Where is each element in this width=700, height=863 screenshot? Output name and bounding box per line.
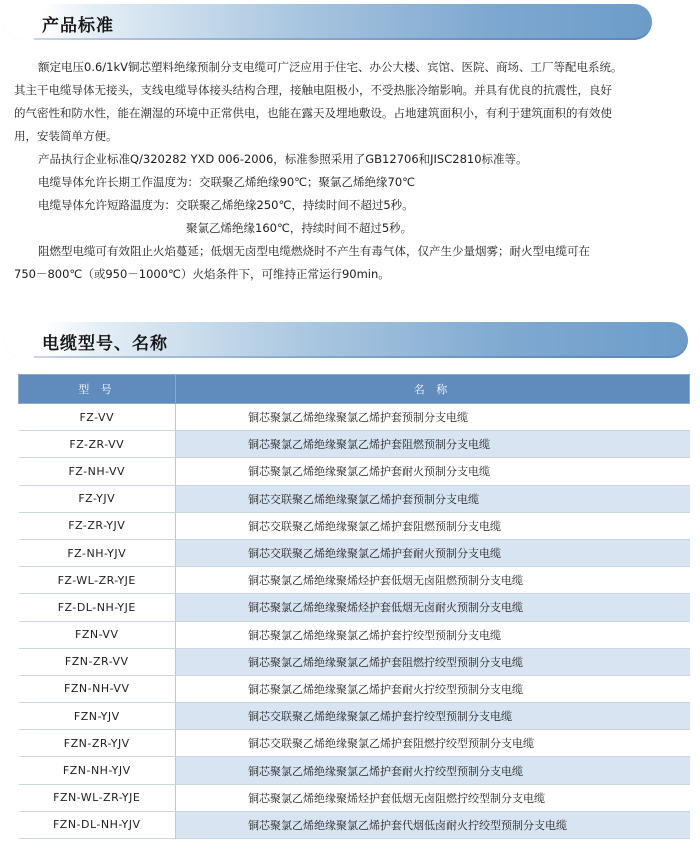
text-line: 用，安装简单方便。 bbox=[14, 129, 118, 143]
cell-model: FZN-ZR-YJV bbox=[19, 730, 176, 757]
table-row bbox=[19, 539, 690, 566]
product-standard-text bbox=[14, 56, 690, 286]
cell-model: FZN-YJV bbox=[19, 703, 176, 730]
cell-model: FZN-DL-NH-YJV bbox=[19, 811, 176, 838]
text-line: 聚氯乙烯绝缘160℃，持续时间不超过5秒。 bbox=[186, 221, 413, 235]
table-row bbox=[19, 485, 690, 512]
table-row bbox=[19, 431, 690, 458]
table-row bbox=[19, 757, 690, 784]
cell-name: 铜芯交联聚乙烯绝缘聚氯乙烯护套阻燃拧绞型预制分支电缆 bbox=[176, 730, 690, 757]
table-row bbox=[19, 703, 690, 730]
table-row bbox=[19, 648, 690, 675]
cell-name: 铜芯聚氯乙烯绝缘聚氯乙烯护套耐火拧绞型预制分支电缆 bbox=[176, 675, 690, 702]
table-row bbox=[19, 811, 690, 838]
cell-name: 铜芯交联聚乙烯绝缘聚氯乙烯护套拧绞型预制分支电缆 bbox=[176, 703, 690, 730]
table-row bbox=[19, 512, 690, 539]
cell-model: FZN-ZR-VV bbox=[19, 648, 176, 675]
cell-model: FZ-NH-YJV bbox=[19, 539, 176, 566]
text-line: 阻燃型电缆可有效阻止火焰蔓延；低烟无卤型电缆燃烧时不产生有毒气体，仅产生少量烟雾；耐火型电缆可在 bbox=[38, 244, 590, 258]
header-name: 名 称 bbox=[176, 375, 690, 404]
text-line: 电缆导体允许短路温度为：交联聚乙烯绝缘250℃，持续时间不超过5秒。 bbox=[38, 198, 414, 212]
cell-model: FZ-WL-ZR-YJE bbox=[19, 567, 176, 594]
cell-name: 铜芯交联聚乙烯绝缘聚氯乙烯护套耐火预制分支电缆 bbox=[176, 539, 690, 566]
cell-name: 铜芯聚氯乙烯绝缘聚氯乙烯护套代烟低卤耐火拧绞型预制分支电缆 bbox=[176, 811, 690, 838]
banner-fade bbox=[4, 322, 34, 358]
banner-fade bbox=[4, 4, 34, 40]
table-row bbox=[19, 404, 690, 431]
cell-name: 铜芯聚氯乙烯绝缘聚烯烃护套低烟无卤阻燃预制分支电缆 bbox=[176, 567, 690, 594]
section-banner-cable-models bbox=[4, 322, 688, 358]
cell-model: FZ-DL-NH-YJE bbox=[19, 594, 176, 621]
cell-model: FZ-ZR-VV bbox=[19, 431, 176, 458]
cell-model: FZN-WL-ZR-YJE bbox=[19, 784, 176, 811]
cell-model: FZ-YJV bbox=[19, 485, 176, 512]
cell-name: 铜芯聚氯乙烯绝缘聚氯乙烯护套耐火拧绞型预制分支电缆 bbox=[176, 757, 690, 784]
section-title: 产品标准 bbox=[42, 16, 114, 36]
table-row bbox=[19, 594, 690, 621]
cell-model: FZN-NH-YJV bbox=[19, 757, 176, 784]
cell-model: FZ-ZR-YJV bbox=[19, 512, 176, 539]
text-line: 750－800℃（或950－1000℃）火焰条件下，可维持正常运行90min。 bbox=[14, 267, 390, 281]
text-line: 产品执行企业标准Q/320282 YXD 006-2006，标准参照采用了GB12706和JISC2810标准等。 bbox=[38, 152, 528, 166]
table-header-row bbox=[19, 375, 690, 404]
cell-name: 铜芯聚氯乙烯绝缘聚氯乙烯护套预制分支电缆 bbox=[176, 404, 690, 431]
table-row bbox=[19, 784, 690, 811]
cell-model: FZN-NH-VV bbox=[19, 675, 176, 702]
cell-name: 铜芯聚氯乙烯绝缘聚氯乙烯护套拧绞型预制分支电缆 bbox=[176, 621, 690, 648]
table-row bbox=[19, 458, 690, 485]
cell-name: 铜芯聚氯乙烯绝缘聚氯乙烯护套阻燃拧绞型预制分支电缆 bbox=[176, 648, 690, 675]
table-row bbox=[19, 730, 690, 757]
cell-name: 铜芯交联聚乙烯绝缘聚氯乙烯护套预制分支电缆 bbox=[176, 485, 690, 512]
cell-model: FZN-VV bbox=[19, 621, 176, 648]
text-line: 额定电压0.6/1kV铜芯塑料绝缘预制分支电缆可广泛应用于住宅、办公大楼、宾馆、医院、商场、工厂等配电系统。 bbox=[38, 60, 623, 74]
section-title: 电缆型号、名称 bbox=[42, 334, 168, 354]
cell-model: FZ-VV bbox=[19, 404, 176, 431]
cell-name: 铜芯聚氯乙烯绝缘聚氯乙烯护套阻燃预制分支电缆 bbox=[176, 431, 690, 458]
table-row bbox=[19, 567, 690, 594]
cell-name: 铜芯交联聚乙烯绝缘聚氯乙烯护套阻燃预制分支电缆 bbox=[176, 512, 690, 539]
cell-model: FZ-NH-VV bbox=[19, 458, 176, 485]
text-line: 的气密性和防水性，能在潮湿的环境中正常供电，也能在露天及埋地敷设。占地建筑面积小，有利于建筑面积的有效使 bbox=[14, 106, 612, 120]
text-line: 电缆导体允许长期工作温度为：交联聚乙烯绝缘90℃；聚氯乙烯绝缘70℃ bbox=[38, 175, 416, 189]
section-banner-product-standard bbox=[4, 4, 652, 40]
text-line: 其主干电缆导体无接头，支线电缆导体接头结构合理，接触电阻极小，不受热胀冷缩影响。并具有优良的抗震性，良好 bbox=[14, 83, 612, 97]
header-model: 型 号 bbox=[19, 375, 176, 404]
cell-name: 铜芯聚氯乙烯绝缘聚烯烃护套低烟无卤耐火预制分支电缆 bbox=[176, 594, 690, 621]
table-row bbox=[19, 621, 690, 648]
cell-name: 铜芯聚氯乙烯绝缘聚氯乙烯护套耐火预制分支电缆 bbox=[176, 458, 690, 485]
cable-model-table bbox=[18, 374, 690, 839]
table-row bbox=[19, 675, 690, 702]
cell-name: 铜芯聚氯乙烯绝缘聚烯烃护套低烟无卤阻燃拧绞型制分支电缆 bbox=[176, 784, 690, 811]
